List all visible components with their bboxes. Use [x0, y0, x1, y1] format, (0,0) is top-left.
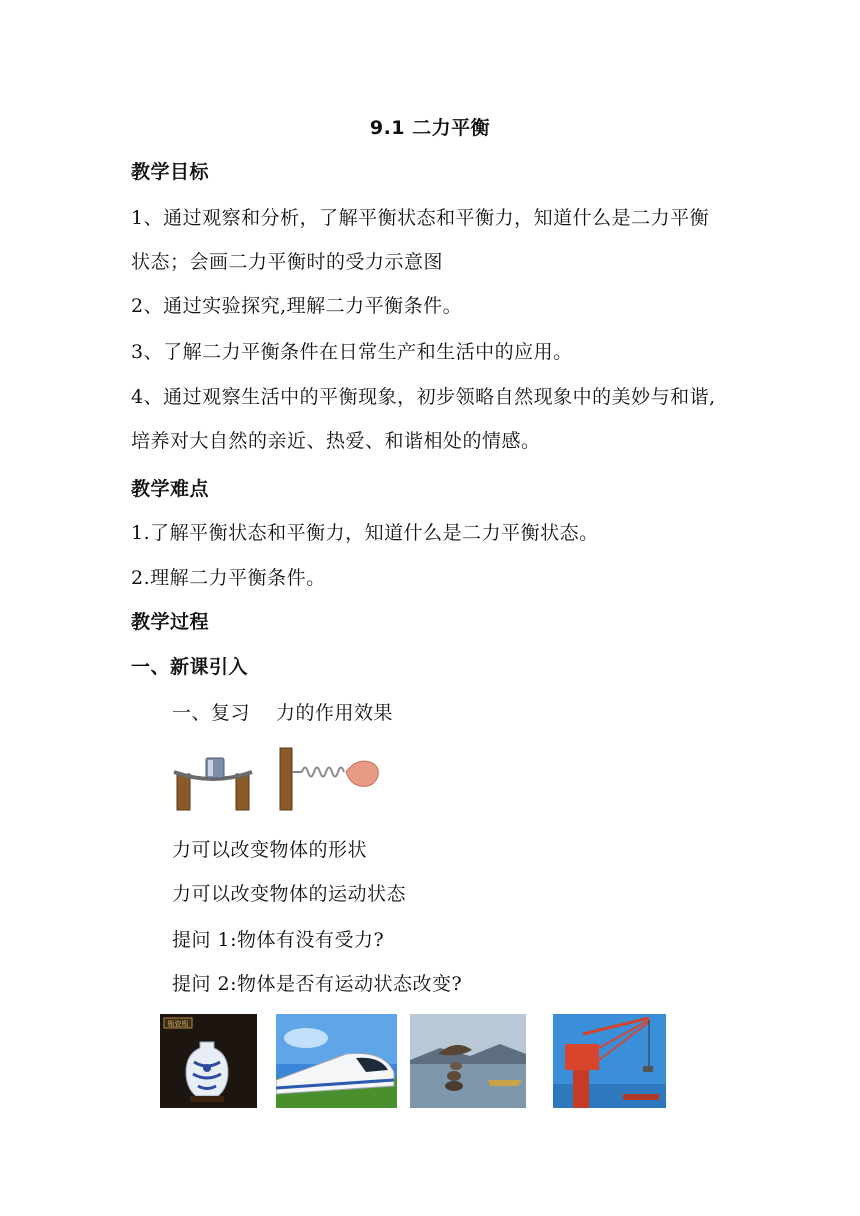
effect-line: 力可以改变物体的运动状态: [172, 883, 407, 905]
page-title: 9.1 二力平衡: [369, 117, 491, 139]
force-effects-illustration: [172, 742, 384, 814]
bent-board-figure: [174, 758, 252, 810]
difficulty-line: 2.理解二力平衡条件。: [131, 567, 326, 589]
question-line: 提问 2:物体是否有运动状态改变?: [172, 973, 463, 995]
process-heading: 教学过程: [131, 611, 210, 633]
objective-line: 4、通过观察生活中的平衡现象，初步领略自然现象中的美妙与和谐,: [131, 386, 716, 408]
difficulty-line: 1.了解平衡状态和平衡力，知道什么是二力平衡状态。: [131, 522, 599, 544]
objective-line: 3、了解二力平衡条件在日常生产和生活中的应用。: [131, 341, 573, 363]
hand-icon: [346, 761, 378, 786]
vase-label: 瓶瓷瓶: [167, 1020, 189, 1028]
difficulty-heading: 教学难点: [131, 478, 210, 500]
question-line: 提问 1:物体有没有受力?: [172, 929, 385, 951]
objective-line: 2、通过实验探究,理解二力平衡条件。: [131, 295, 463, 317]
objective-line: 培养对大自然的亲近、热爱、和谐相处的情感。: [131, 430, 541, 452]
effect-line: 力可以改变物体的形状: [172, 839, 368, 861]
objectives-heading: 教学目标: [131, 161, 210, 183]
vase-photo: [160, 1014, 257, 1108]
crane-photo: [553, 1014, 666, 1108]
review-line: 一、复习 力的作用效果: [172, 702, 394, 724]
objective-line: 1、通过观察和分析，了解平衡状态和平衡力，知道什么是二力平衡: [131, 207, 710, 229]
balanced-stones-photo: [410, 1014, 526, 1108]
train-photo: [276, 1014, 397, 1108]
intro-heading: 一、新课引入: [131, 656, 249, 678]
spring-figure: [280, 748, 378, 810]
objective-line: 状态；会画二力平衡时的受力示意图: [131, 251, 444, 273]
